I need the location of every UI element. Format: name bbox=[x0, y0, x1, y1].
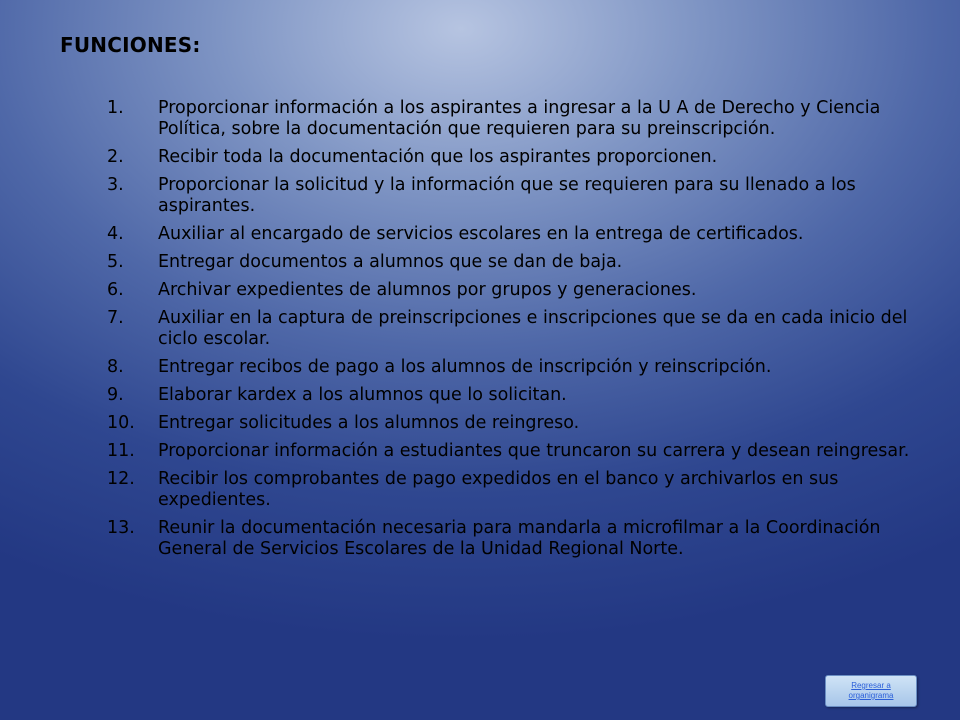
item-number: 3. bbox=[107, 175, 124, 195]
item-text: Proporcionar la solicitud y la información que se requieren para su llenado a los aspirantes. bbox=[158, 175, 856, 216]
item-text: Proporcionar información a los aspirantes a ingresar a la U A de Derecho y Ciencia Política, sobre la documentación que requieren para su preinscripción. bbox=[158, 98, 881, 139]
list-item bbox=[100, 385, 910, 406]
back-to-organigram-button[interactable]: Regresar a organigrama bbox=[825, 675, 917, 707]
list-item bbox=[100, 469, 910, 511]
item-number: 10. bbox=[107, 413, 135, 433]
item-text: Auxiliar al encargado de servicios escolares en la entrega de certificados. bbox=[158, 224, 804, 244]
item-number: 12. bbox=[107, 469, 135, 489]
list-item bbox=[100, 357, 910, 378]
item-text: Entregar recibos de pago a los alumnos de inscripción y reinscripción. bbox=[158, 357, 772, 377]
item-number: 4. bbox=[107, 224, 124, 244]
item-number: 13. bbox=[107, 518, 135, 538]
list-item bbox=[100, 413, 910, 434]
item-number: 1. bbox=[107, 98, 124, 118]
item-text: Entregar solicitudes a los alumnos de reingreso. bbox=[158, 413, 580, 433]
item-text: Proporcionar información a estudiantes que truncaron su carrera y desean reingresar. bbox=[158, 441, 910, 461]
list-item bbox=[100, 98, 910, 140]
item-text: Recibir los comprobantes de pago expedidos en el banco y archivarlos en sus expedientes. bbox=[158, 469, 839, 510]
item-text: Reunir la documentación necesaria para mandarla a microfilmar a la Coordinación General de Servicios Escolares de la Unidad Regional Norte. bbox=[158, 518, 881, 559]
item-text: Entregar documentos a alumnos que se dan de baja. bbox=[158, 252, 623, 272]
functions-list bbox=[100, 98, 910, 567]
item-text: Archivar expedientes de alumnos por grupos y generaciones. bbox=[158, 280, 697, 300]
item-number: 7. bbox=[107, 308, 124, 328]
list-item bbox=[100, 308, 910, 350]
item-number: 8. bbox=[107, 357, 124, 377]
item-text: Elaborar kardex a los alumnos que lo solicitan. bbox=[158, 385, 567, 405]
item-number: 5. bbox=[107, 252, 124, 272]
page-title: FUNCIONES: bbox=[60, 33, 201, 57]
item-number: 11. bbox=[107, 441, 135, 461]
list-item bbox=[100, 518, 910, 560]
list-item bbox=[100, 175, 910, 217]
item-text: Auxiliar en la captura de preinscripciones e inscripciones que se da en cada inicio del ciclo escolar. bbox=[158, 308, 908, 349]
item-number: 2. bbox=[107, 147, 124, 167]
list-item bbox=[100, 224, 910, 245]
list-item bbox=[100, 252, 910, 273]
item-number: 9. bbox=[107, 385, 124, 405]
item-number: 6. bbox=[107, 280, 124, 300]
list-item bbox=[100, 441, 910, 462]
item-text: Recibir toda la documentación que los aspirantes proporcionen. bbox=[158, 147, 718, 167]
list-item bbox=[100, 147, 910, 168]
list-item bbox=[100, 280, 910, 301]
